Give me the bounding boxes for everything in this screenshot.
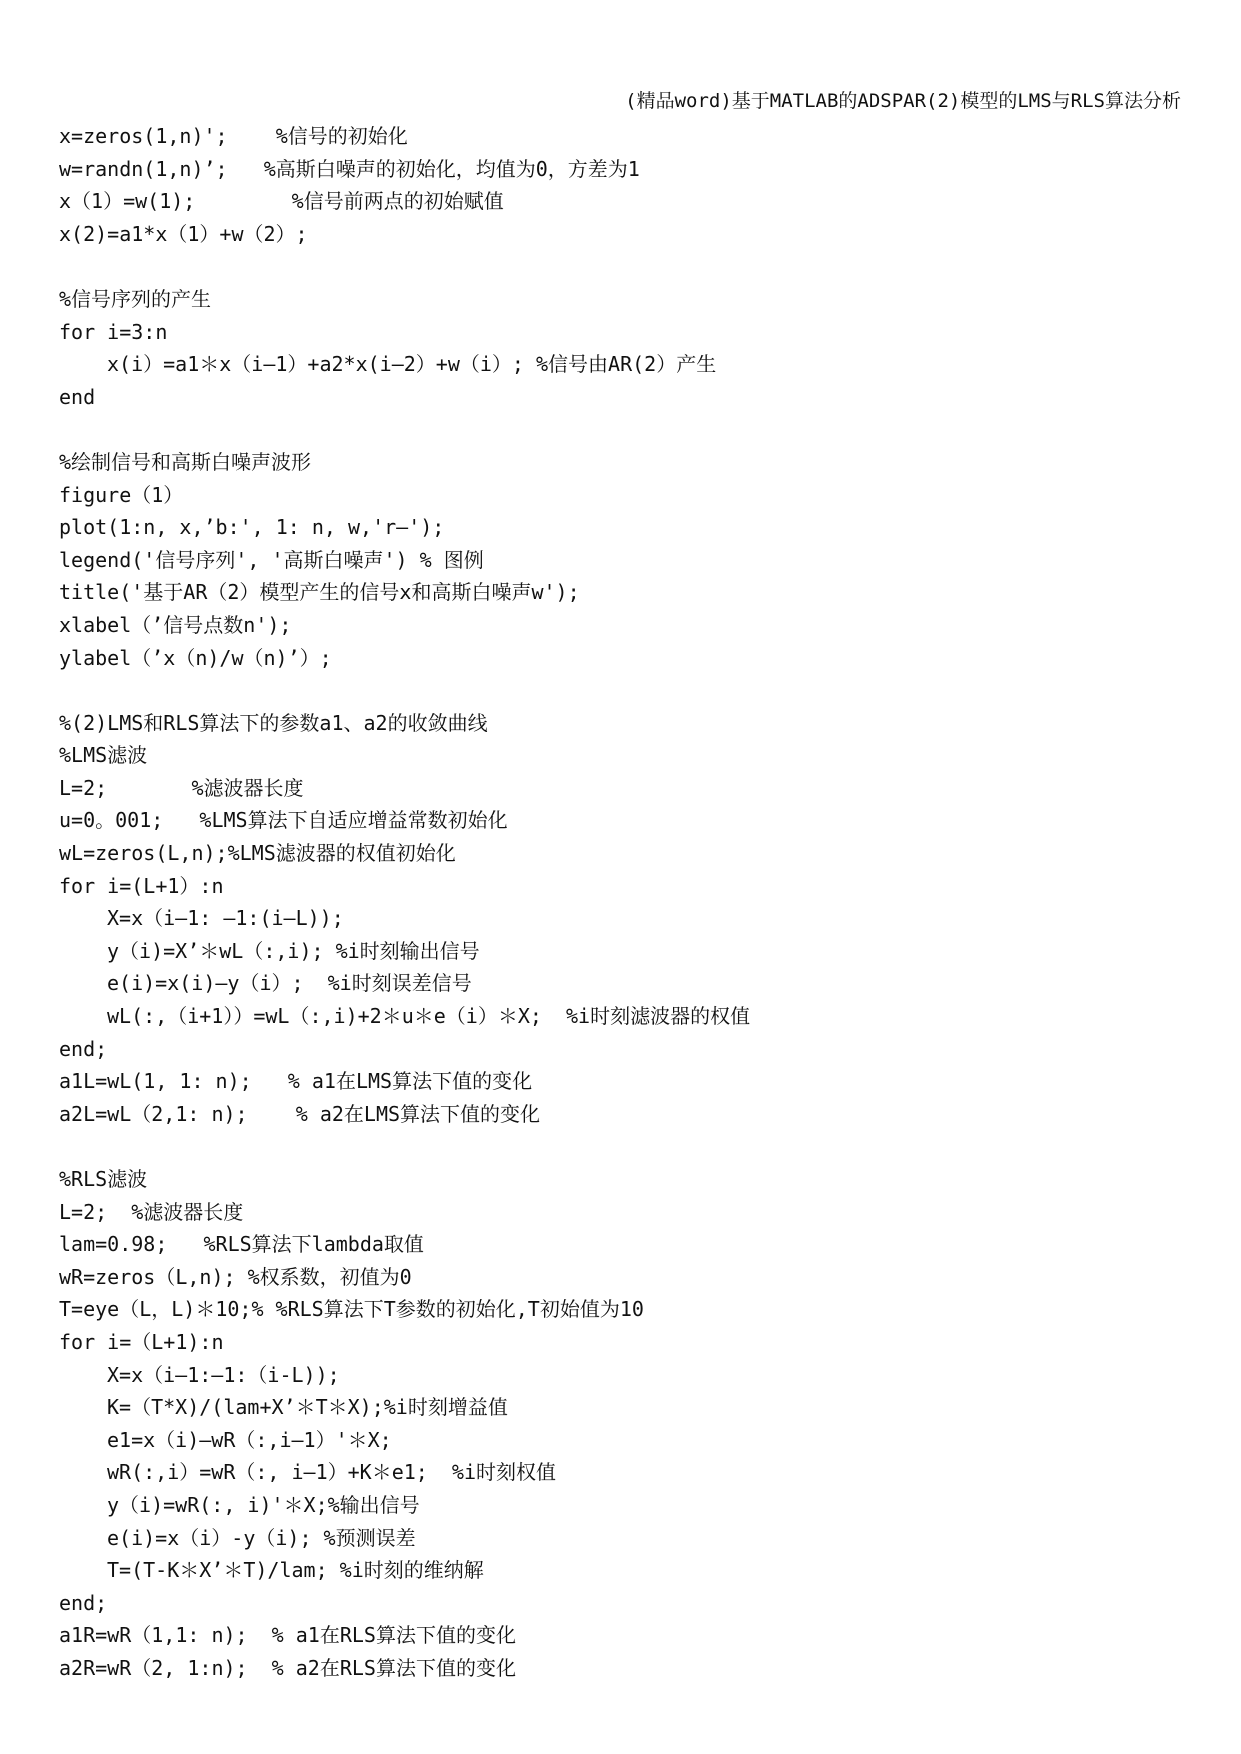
code-line: %RLS滤波 [59, 1167, 148, 1191]
code-line: end; [59, 1036, 108, 1061]
code-line: title('基于AR（2）模型产生的信号x和高斯白噪声w'); [59, 580, 580, 605]
code-line: %信号序列的产生 [59, 286, 212, 311]
code-line: for i=（L+1):n [59, 1329, 224, 1354]
code-line: y（i)=X’＊wL（:,i); %i时刻输出信号 [107, 938, 480, 963]
running-header: (精品word)基于MATLAB的ADSPAR(2)模型的LMS与RLS算法分析 [625, 90, 1181, 112]
code-line: %LMS滤波 [59, 743, 148, 768]
code-line: wL(:,（i+1））=wL（:,i)+2＊u＊e（i）＊X; %i时刻滤波器的权值 [107, 1004, 751, 1029]
code-line: e1=x（i)—wR（:,i—1）'＊X; [107, 1427, 392, 1452]
code-line: T=eye（L，L)＊10;% %RLS算法下T参数的初始化,T初始值为10 [59, 1297, 644, 1322]
code-line: legend('信号序列', '高斯白噪声') % 图例 [59, 547, 484, 572]
code-line: figure（1） [59, 482, 184, 507]
code-line: a1R=wR（1,1: n); % a1在RLS算法下值的变化 [59, 1623, 516, 1648]
code-line: %绘制信号和高斯白噪声波形 [59, 449, 312, 474]
code-line: a1L=wL(1, 1: n); % a1在LMS算法下值的变化 [59, 1069, 533, 1094]
code-line: K=（T*X)/(lam+X’＊T＊X);%i时刻增益值 [107, 1395, 508, 1420]
code-line: y（i)=wR(:, i)'＊X;%输出信号 [107, 1492, 420, 1517]
code-block [59, 120, 1179, 1685]
code-line: for i=3:n [59, 319, 168, 344]
code-line: x(2)=a1*x（1）+w（2）; [59, 221, 308, 246]
code-line: a2L=wL（2,1: n); % a2在LMS算法下值的变化 [59, 1101, 541, 1126]
blank-line [59, 413, 1179, 446]
code-line: x(i）=a1＊x（i—1）+a2*x(i—2）+w（i）; %信号由AR(2）产生 [107, 352, 717, 377]
code-line: lam=0.98; %RLS算法下lambda取值 [59, 1232, 424, 1257]
code-line: X=x（i—1:—1:（i-L)); [107, 1362, 340, 1387]
code-line: x=zeros(1,n)'; %信号的初始化 [59, 124, 408, 148]
blank-line [59, 1130, 1179, 1163]
code-line: X=x（i—1: —1:(i—L)); [107, 906, 344, 931]
code-line: u=0。001; %LMS算法下自适应增益常数初始化 [59, 808, 508, 833]
code-line: L=2; %滤波器长度 [59, 775, 304, 800]
code-line: ylabel（’x（n)/w（n)’）; [59, 645, 332, 670]
code-line: wL=zeros(L,n);%LMS滤波器的权值初始化 [59, 841, 456, 866]
blank-line [59, 250, 1179, 283]
code-line: plot(1:n, x,’b:', 1: n, w,'r—'); [59, 515, 445, 540]
code-line: for i=(L+1）:n [59, 873, 224, 898]
code-line: %(2)LMS和RLS算法下的参数a1、a2的收敛曲线 [59, 710, 488, 735]
code-line: e(i)=x(i)—y（i）; %i时刻误差信号 [107, 971, 472, 996]
code-line: w=randn(1,n)’; %高斯白噪声的初始化，均值为0，方差为1 [59, 156, 640, 181]
code-line: T=(T-K＊X’＊T)/lam; %i时刻的维纳解 [107, 1558, 484, 1583]
blank-line [59, 674, 1179, 707]
code-line: L=2; %滤波器长度 [59, 1199, 244, 1224]
code-line: xlabel（’信号点数n'); [59, 612, 292, 637]
code-line: wR=zeros（L,n); %权系数，初值为0 [59, 1264, 412, 1289]
code-line: end; [59, 1590, 108, 1615]
code-line: e(i)=x（i）-y（i); %预测误差 [107, 1525, 416, 1550]
code-line: wR(:,i）=wR（:, i—1）+K＊e1; %i时刻权值 [107, 1460, 556, 1485]
code-line: x（1）=w(1); %信号前两点的初始赋值 [59, 189, 504, 214]
code-line: a2R=wR（2, 1:n); % a2在RLS算法下值的变化 [59, 1655, 516, 1680]
code-line: end [59, 384, 96, 409]
